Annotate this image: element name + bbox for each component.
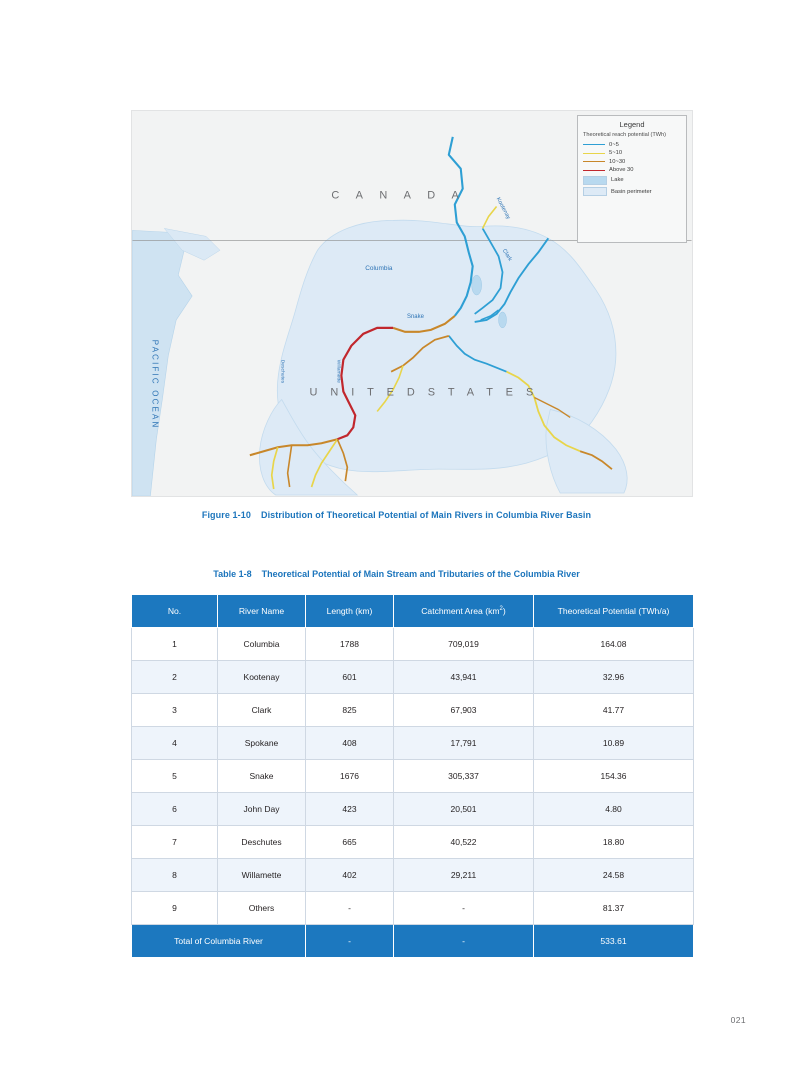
cell-length: 601 bbox=[306, 661, 394, 694]
cell-area: - bbox=[394, 892, 534, 925]
legend-swatch-box-icon bbox=[583, 176, 607, 185]
table-row bbox=[132, 694, 694, 727]
cell-area: 29,211 bbox=[394, 859, 534, 892]
table-total-row bbox=[132, 925, 694, 958]
lake-shape bbox=[499, 312, 507, 328]
cell-river: Others bbox=[218, 892, 306, 925]
cell-length: 1676 bbox=[306, 760, 394, 793]
legend-swatch-box-icon bbox=[583, 187, 607, 196]
map-label-river-deschutes: Deschutes bbox=[279, 359, 285, 384]
legend-label: 10~30 bbox=[609, 158, 626, 165]
cell-river: John Day bbox=[218, 793, 306, 826]
legend-swatch-line-icon bbox=[583, 161, 605, 162]
cell-total-length: - bbox=[306, 925, 394, 958]
legend-item-5-10 bbox=[583, 150, 681, 156]
cell-potential: 10.89 bbox=[534, 727, 694, 760]
table-row bbox=[132, 760, 694, 793]
cell-length: 825 bbox=[306, 694, 394, 727]
legend-item-basin-perimeter bbox=[583, 187, 681, 196]
cell-area: 67,903 bbox=[394, 694, 534, 727]
cell-length: - bbox=[306, 892, 394, 925]
lake-shape bbox=[472, 275, 482, 295]
cell-potential: 154.36 bbox=[534, 760, 694, 793]
legend-label: Lake bbox=[611, 177, 624, 184]
cell-no: 8 bbox=[132, 859, 218, 892]
map-figure bbox=[131, 110, 693, 497]
cell-no: 5 bbox=[132, 760, 218, 793]
cell-river: Spokane bbox=[218, 727, 306, 760]
theoretical-potential-table bbox=[131, 594, 694, 958]
legend-label: 5~10 bbox=[609, 150, 623, 157]
cell-river: Snake bbox=[218, 760, 306, 793]
table-row bbox=[132, 661, 694, 694]
cell-no: 4 bbox=[132, 727, 218, 760]
table-row bbox=[132, 859, 694, 892]
legend-item-0-5 bbox=[583, 142, 681, 148]
column-header-theoretical-potential: Theoretical Potential (TWh/a) bbox=[534, 595, 694, 628]
map-label-river-snake: Snake bbox=[407, 313, 424, 320]
cell-no: 3 bbox=[132, 694, 218, 727]
column-header-catchment-area: Catchment Area $(km^2)$ bbox=[394, 595, 534, 628]
cell-river: Columbia bbox=[218, 628, 306, 661]
cell-potential: 18.80 bbox=[534, 826, 694, 859]
cell-potential: 81.37 bbox=[534, 892, 694, 925]
map-label-river-columbia: Columbia bbox=[365, 265, 393, 273]
figure-caption bbox=[0, 510, 793, 520]
legend-item-lake bbox=[583, 176, 681, 185]
table-row bbox=[132, 727, 694, 760]
cell-river: Willamette bbox=[218, 859, 306, 892]
cell-area: 40,522 bbox=[394, 826, 534, 859]
table-row bbox=[132, 892, 694, 925]
table-row bbox=[132, 628, 694, 661]
legend-subtitle: Theoretical reach potential (TWh) bbox=[583, 132, 667, 138]
figure-number: Figure 1-10 bbox=[201, 510, 251, 520]
legend-label: Above 30 bbox=[609, 167, 634, 174]
cell-potential: 32.96 bbox=[534, 661, 694, 694]
cell-river: Deschutes bbox=[218, 826, 306, 859]
figure-title: Distribution of Theoretical Potential of Main Rivers in Columbia River Basin bbox=[260, 510, 592, 520]
cell-potential: 4.80 bbox=[534, 793, 694, 826]
cell-river: Kootenay bbox=[218, 661, 306, 694]
cell-no: 1 bbox=[132, 628, 218, 661]
cell-length: 423 bbox=[306, 793, 394, 826]
legend-label: Basin perimeter bbox=[611, 188, 652, 195]
map-legend bbox=[577, 115, 687, 243]
map-label-canada: C A N A D A bbox=[331, 189, 466, 202]
cell-no: 9 bbox=[132, 892, 218, 925]
page-number: 021 bbox=[730, 1015, 746, 1025]
cell-river: Clark bbox=[218, 694, 306, 727]
map-label-river-kootenay: Kootenay bbox=[494, 196, 512, 221]
cell-potential: 164.08 bbox=[534, 628, 694, 661]
table-title: Theoretical Potential of Main Stream and Tributaries of the Columbia River bbox=[261, 569, 580, 579]
table-row bbox=[132, 793, 694, 826]
cell-area: 43,941 bbox=[394, 661, 534, 694]
cell-area: 17,791 bbox=[394, 727, 534, 760]
cell-total-label: Total of Columbia River bbox=[132, 925, 306, 958]
cell-area: 709,019 bbox=[394, 628, 534, 661]
legend-swatch-line-icon bbox=[583, 153, 605, 154]
table-row bbox=[132, 826, 694, 859]
cell-length: 1788 bbox=[306, 628, 394, 661]
cell-length: 408 bbox=[306, 727, 394, 760]
table-number: Table 1-8 bbox=[213, 569, 252, 579]
legend-item-10-30 bbox=[583, 159, 681, 165]
legend-item-above-30 bbox=[583, 167, 681, 173]
column-header-river-name: River Name bbox=[218, 595, 306, 628]
map-label-pacific-ocean: PACIFIC OCEAN bbox=[150, 339, 160, 430]
legend-title: Legend bbox=[619, 120, 645, 129]
legend-swatch-line-icon bbox=[583, 144, 605, 145]
table-header-row bbox=[132, 595, 694, 628]
cell-area: 305,337 bbox=[394, 760, 534, 793]
cell-length: 402 bbox=[306, 859, 394, 892]
legend-swatch-line-icon bbox=[583, 170, 605, 171]
column-header-length: Length (km) bbox=[306, 595, 394, 628]
cell-potential: 41.77 bbox=[534, 694, 694, 727]
cell-total-potential: 533.61 bbox=[534, 925, 694, 958]
column-header-no: No. bbox=[132, 595, 218, 628]
table-caption bbox=[0, 569, 793, 579]
map-label-united-states: U N I T E D S T A T E S bbox=[309, 386, 539, 399]
cell-no: 7 bbox=[132, 826, 218, 859]
cell-no: 2 bbox=[132, 661, 218, 694]
legend-label: 0~5 bbox=[609, 141, 619, 148]
map-label-river-willamette: Willamette bbox=[335, 359, 341, 383]
cell-length: 665 bbox=[306, 826, 394, 859]
cell-area: 20,501 bbox=[394, 793, 534, 826]
cell-no: 6 bbox=[132, 793, 218, 826]
cell-potential: 24.58 bbox=[534, 859, 694, 892]
map-label-river-clark: Clark bbox=[500, 248, 513, 263]
cell-total-area: - bbox=[394, 925, 534, 958]
